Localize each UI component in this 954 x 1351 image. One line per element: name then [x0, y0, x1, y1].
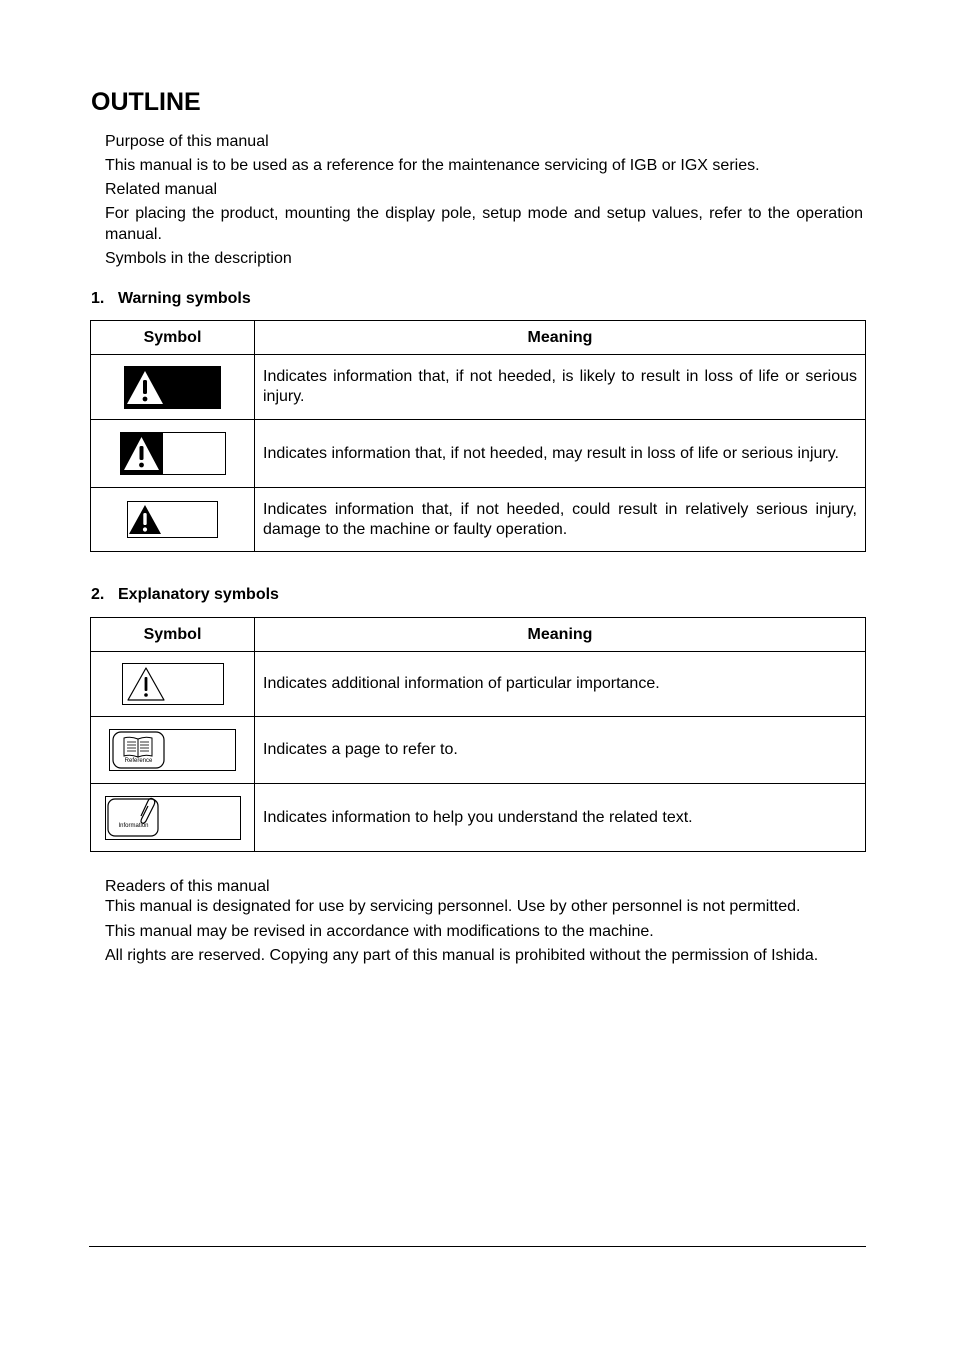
meaning-cell: Indicates additional information of particular importance.: [255, 652, 866, 717]
readers-line-2: This manual may be revised in accordance with modifications to the machine.: [105, 923, 654, 940]
meaning-cell: Indicates information that, if not heeded, could result in relatively serious injury, damage to the machine or faulty operation.: [255, 488, 866, 552]
section-number: 2.: [91, 586, 105, 603]
table-row: [91, 420, 866, 488]
page-title: OUTLINE: [91, 88, 201, 116]
reference-book-icon: [109, 729, 236, 771]
readers-line-1: This manual is designated for use by servicing personnel. Use by other personnel is not permitted.: [105, 898, 801, 915]
col-header-symbol: Symbol: [91, 321, 255, 355]
table-row: [91, 717, 866, 784]
explanatory-symbols-table: [90, 617, 866, 852]
section-title: Warning symbols: [118, 290, 251, 307]
meaning-cell: Indicates information to help you understand the related text.: [255, 784, 866, 852]
important-icon: [122, 663, 224, 705]
col-header-meaning: Meaning: [255, 321, 866, 355]
table-row: [91, 652, 866, 717]
purpose-heading: Purpose of this manual: [105, 133, 269, 150]
section-number: 1.: [91, 290, 105, 307]
col-header-meaning: Meaning: [255, 618, 866, 652]
meaning-cell: Indicates a page to refer to.: [255, 717, 866, 784]
meaning-cell: Indicates information that, if not heeded, may result in loss of life or serious injury.: [255, 420, 866, 488]
information-icon-label: Information: [118, 822, 149, 829]
caution-icon: [127, 501, 218, 538]
footer-divider: [89, 1246, 866, 1247]
readers-line-3: All rights are reserved. Copying any part of this manual is prohibited without the permission of Ishida.: [105, 947, 819, 964]
col-header-symbol: Symbol: [91, 618, 255, 652]
explanatory-section-heading: [91, 586, 279, 604]
related-text: For placing the product, mounting the display pole, setup mode and setup values, refer to the operation manual.: [105, 205, 863, 243]
information-clip-icon: [105, 796, 241, 840]
table-row: [91, 355, 866, 420]
warning-icon: [120, 432, 226, 475]
danger-warning-icon: [124, 366, 221, 409]
purpose-text: This manual is to be used as a reference for the maintenance servicing of IGB or IGX series.: [105, 157, 760, 174]
related-heading: Related manual: [105, 181, 218, 198]
meaning-cell: Indicates information that, if not heeded, is likely to result in loss of life or serious injury.: [255, 355, 866, 420]
symbols-heading: Symbols in the description: [105, 250, 292, 267]
warning-section-heading: [91, 290, 251, 308]
table-row: [91, 784, 866, 852]
section-title: Explanatory symbols: [118, 586, 279, 603]
table-row: [91, 488, 866, 552]
readers-heading: Readers of this manual: [105, 878, 270, 895]
reference-icon-label: Reference: [124, 758, 153, 764]
warning-symbols-table: [90, 320, 866, 552]
